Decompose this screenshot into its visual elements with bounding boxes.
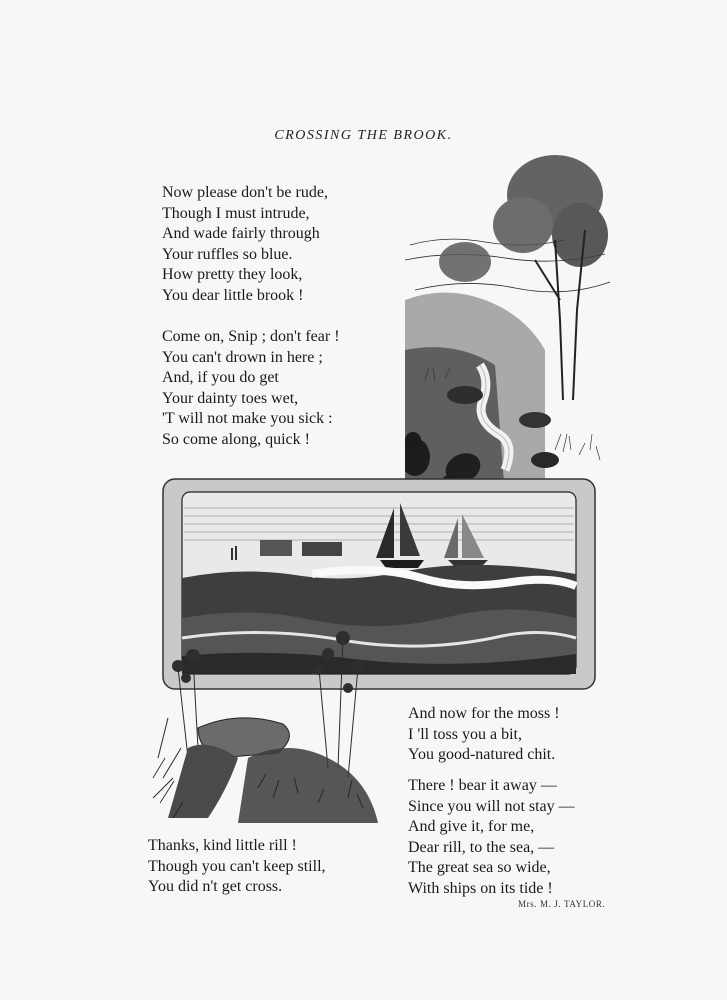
verse-line: You good-natured chit. bbox=[408, 746, 556, 763]
verse-line: Thanks, kind little rill ! bbox=[148, 837, 297, 854]
verse-line: You dear little brook ! bbox=[162, 286, 304, 304]
verse-line: And now for the moss ! bbox=[408, 705, 560, 722]
verse-line: And, if you do get bbox=[162, 369, 279, 386]
verse-line: So come along, quick ! bbox=[162, 430, 310, 448]
verse-line: Since you will not stay — bbox=[408, 797, 575, 815]
verse-line: The great sea so wide, bbox=[408, 859, 551, 876]
verse-line: Though you can't keep still, bbox=[148, 857, 326, 875]
verse-line: Now please don't be rude, bbox=[162, 184, 328, 201]
verse-line: Though I must intrude, bbox=[162, 204, 310, 222]
verse-line: You can't drown in here ; bbox=[162, 348, 323, 366]
verse-line: How pretty they look, bbox=[162, 266, 303, 283]
verse-line: There ! bear it away — bbox=[408, 777, 557, 794]
verse-line: With ships on its tide ! bbox=[408, 879, 553, 897]
verse-line: Your ruffles so blue. bbox=[162, 245, 293, 263]
stanza-2 bbox=[162, 327, 340, 450]
verse-line: And wade fairly through bbox=[162, 225, 320, 242]
landscape-illustration bbox=[405, 150, 615, 495]
author-credit: Mrs. M. J. TAYLOR. bbox=[518, 899, 606, 909]
verse-line: And give it, for me, bbox=[408, 818, 535, 835]
verse-line: 'T will not make you sick : bbox=[162, 410, 333, 427]
verse-line: You did n't get cross. bbox=[148, 878, 283, 895]
verse-line: Come on, Snip ; don't fear ! bbox=[162, 328, 340, 345]
stanza-3 bbox=[408, 704, 560, 766]
page-title: CROSSING THE BROOK. bbox=[274, 128, 453, 143]
verse-line: Dear rill, to the sea, — bbox=[408, 838, 555, 856]
wildflowers-illustration bbox=[148, 628, 383, 828]
stanza-1 bbox=[162, 183, 328, 306]
verse-line: Your dainty toes wet, bbox=[162, 389, 299, 407]
stanza-5 bbox=[148, 836, 326, 898]
stanza-4 bbox=[408, 776, 575, 899]
verse-line: I 'll toss you a bit, bbox=[408, 725, 522, 743]
